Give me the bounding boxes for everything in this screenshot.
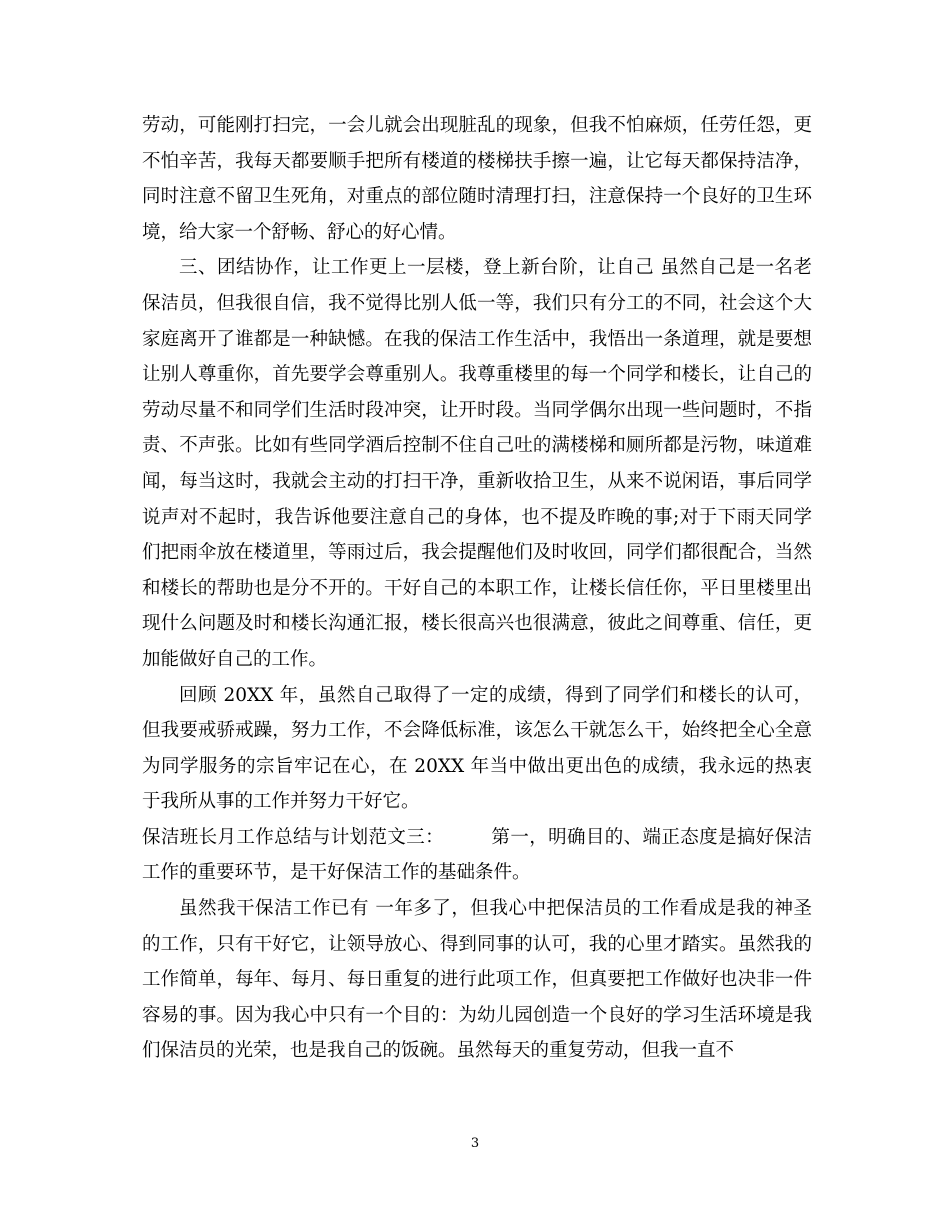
paragraph-review: 回顾 20XX 年，虽然自己取得了一定的成绩，得到了同学们和楼长的认可，但我要戒骄戒躁，努力工作，不会降低标准，该怎么干就怎么干，始终把全心全意为同学服务的宗旨牢记在心，在 20XX 年当中做出更出色的成绩，我永远的热衷于我所从事的工作并努力干好它。 xyxy=(142,684,812,813)
paragraph-continuation: 劳动，可能刚打扫完，一会儿就会出现脏乱的现象，但我不怕麻烦，任劳任怨，更不怕辛苦，我每天都要顺手把所有楼道的楼梯扶手擦一遍，让它每天都保持洁净，同时注意不留卫生死角，对重点的部位随时清理打扫，注意保持一个良好的卫生环境，给大家一个舒畅、舒心的好心情。 xyxy=(142,115,812,243)
section-heading-sample-three: 保洁班长月工作总结与计划范文三： 第一，明确目的、端正态度是搞好保洁工作的重要环节，是干好保洁工作的基础条件。 xyxy=(142,826,812,884)
document-body xyxy=(142,108,812,1069)
paragraph-teamwork: 三、团结协作，让工作更上一层楼，登上新台阶，让自己 虽然自己是一名老保洁员，但我很自信，我不觉得比别人低一等，我们只有分工的不同，社会这个大家庭离开了谁都是一种缺憾。在我的保洁工作生活中，我悟出一条道理，就是要想让别人尊重你，首先要学会尊重别人。我尊重楼里的每一个同学和楼长，让自己的劳动尽量不和同学们生活时段冲突，让开时段。当同学偶尔出现一些问题时，不指责、不声张。比如有些同学酒后控制不住自己吐的满楼梯和厕所都是污物，味道难闻，每当这时，我就会主动的打扫干净，重新收拾卫生，从来不说闲语，事后同学说声对不起时，我告诉他要注意自己的身体，也不提及昨晚的事;对于下雨天同学们把雨伞放在楼道里，等雨过后，我会提醒他们及时收回，同学们都很配合，当然和楼长的帮助也是分不开的。干好自己的本职工作，让楼长信任你，平日里楼里出现什么问题及时和楼长沟通汇报，楼长很高兴也很满意，彼此之间尊重、信任，更加能做好自己的工作。 xyxy=(142,257,812,670)
page-number: 3 xyxy=(470,1136,480,1151)
paragraph-attitude: 虽然我干保洁工作已有 一年多了，但我心中把保洁员的工作看成是我的神圣的工作，只有干好它，让领导放心、得到同事的认可，我的心里才踏实。虽然我的工作简单，每年、每月、每日重复的进行此项工作，但真要把工作做好也决非一件容易的事。因为我心中只有一个目的：为幼儿园创造一个良好的学习生活环境是我们保洁员的光荣，也是我自己的饭碗。虽然每天的重复劳动，但我一直不 xyxy=(142,898,812,1062)
